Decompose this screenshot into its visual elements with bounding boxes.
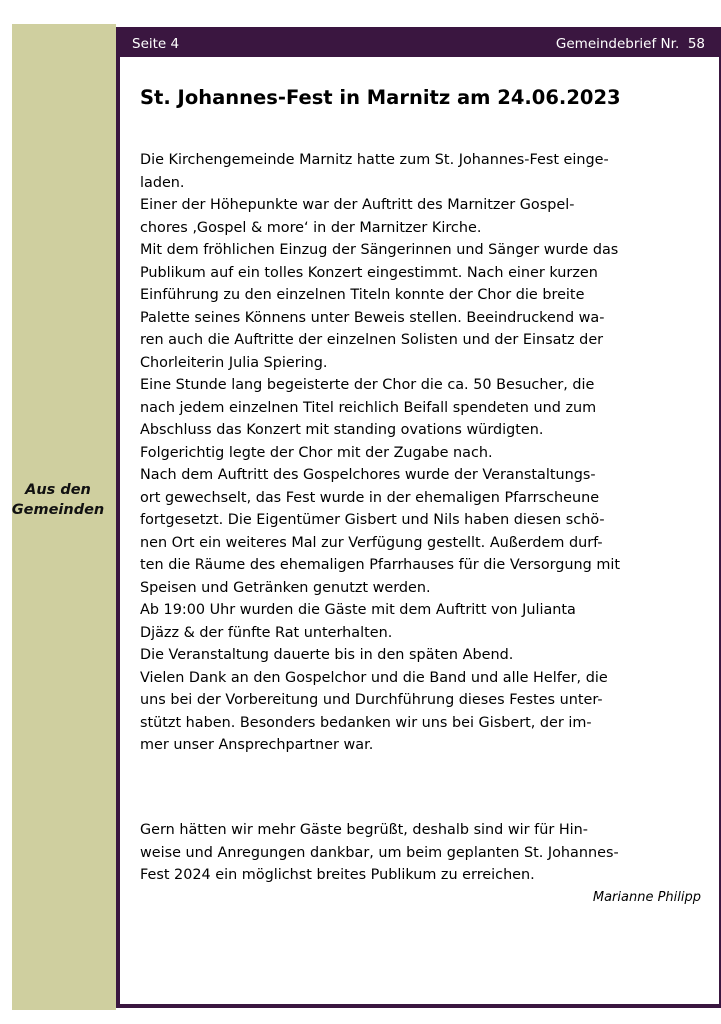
paragraph: Ab 19:00 Uhr wurden die Gäste mit dem Auftritt von Julianta Djäzz & der fünfte Rat unterhalten. — [140, 602, 576, 641]
author-signature: Marianne Philipp — [592, 890, 701, 905]
section-label-text: Aus den Gemeinden — [11, 482, 105, 518]
paragraph: Einer der Höhepunkte war der Auftritt des Marnitzer Gospel- chores ‚Gospel & more‘ in der Marnitzer Kirche. — [140, 197, 575, 236]
paragraph: Nach dem Auftritt des Gospelchores wurde der Veranstaltungs- ort gewechselt, das Fest wurde in der ehemaligen Pfarrscheune fortgesetzt. Die Eigentümer Gisbert und Nils haben diesen schö- nen Ort ein weiteres Mal zur Verfügung gestellt. Außerdem durf- ten die Räume des ehemaligen Pfarrhauses für die Versorgung mit Speisen und Getränken genutzt werden. — [140, 467, 621, 596]
page-frame — [116, 27, 721, 1008]
paragraph: Die Kirchengemeinde Marnitz hatte zum St. Johannes-Fest einge- laden. — [140, 152, 609, 191]
section-label — [0, 480, 116, 520]
page-number: Seite 4 — [132, 36, 180, 52]
issue-number: Gemeindebrief Nr. 58 — [555, 36, 705, 52]
page-header — [120, 31, 719, 57]
paragraph: Folgerichtig legte der Chor mit der Zugabe nach. — [140, 444, 493, 461]
closing-paragraph: Gern hätten wir mehr Gäste begrüßt, deshalb sind wir für Hin- weise und Anregungen dankbar, um beim geplanten St. Johannes- Fest 2024 ein möglichst breites Publikum zu erreichen. — [140, 822, 619, 883]
paragraph: Vielen Dank an den Gospelchor und die Band und alle Helfer, die uns bei der Vorbereitung und Durchführung dieses Festes unter- stützt haben. Besonders bedanken wir uns bei Gisbert, der im- mer unser Ansprechpartner war. — [140, 669, 608, 753]
article-title: St. Johannes-Fest in Marnitz am 24.06.2023 — [140, 86, 621, 109]
article-body — [140, 149, 700, 757]
paragraph: Die Veranstaltung dauerte bis in den späten Abend. — [140, 647, 514, 663]
paragraph: Mit dem fröhlichen Einzug der Sängerinnen und Sänger wurde das Publikum auf ein tolles Konzert eingestimmt. Nach einer kurzen Einführung zu den einzelnen Titeln konnte der Chor die breite Palette seines Könnens unter Beweis stellen. Beeindruckend wa- ren auch die Auftritte der einzelnen Solisten und der Einsatz der Chorleiterin Julia Spiering. — [140, 242, 619, 371]
paragraph: Eine Stunde lang begeisterte der Chor die ca. 50 Besucher, die nach jedem einzelnen Titel reichlich Beifall spendeten und zum Abschluss das Konzert mit standing ovations würdigten. — [140, 377, 597, 438]
